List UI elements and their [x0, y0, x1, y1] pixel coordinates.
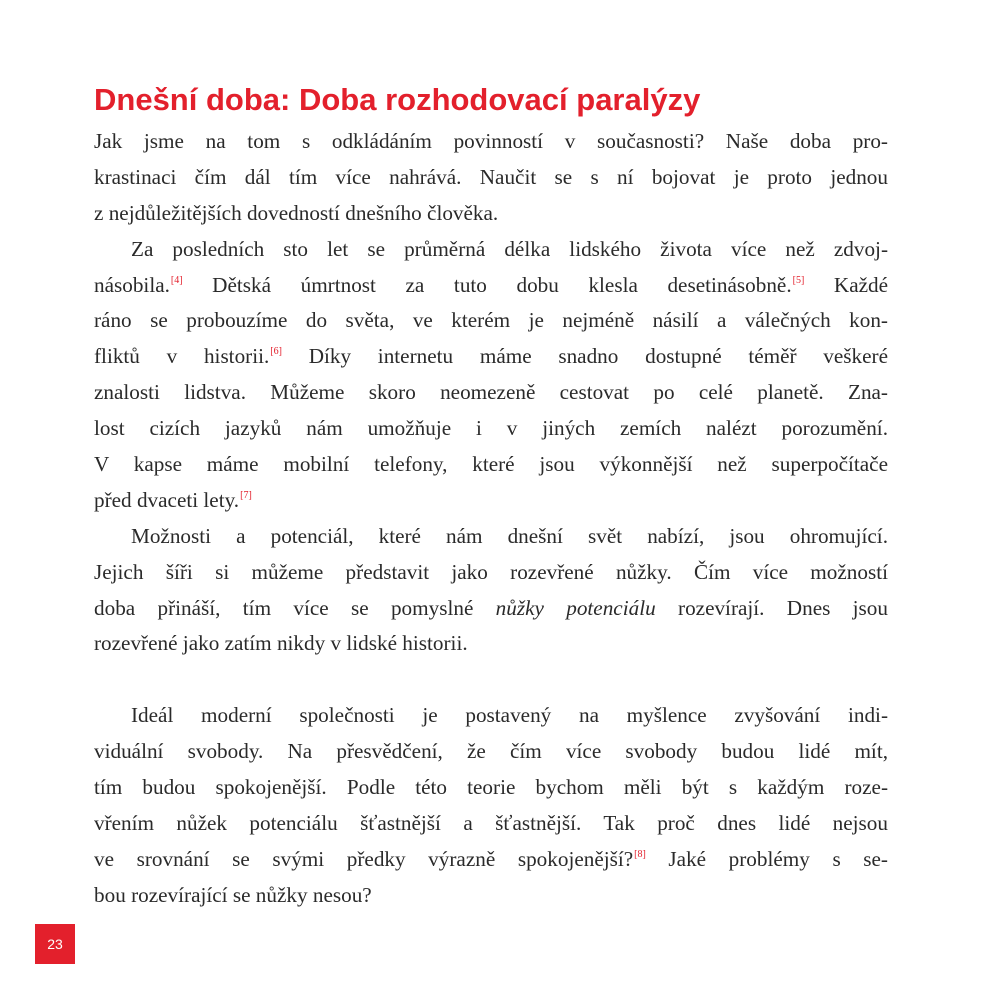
text-run: Možnosti a potenciál, které nám dnešní svět nabízí, jsou ohromující.: [131, 523, 888, 548]
paragraph-3: [94, 519, 888, 663]
text-line: [94, 339, 888, 375]
text-line: [94, 268, 888, 304]
text-line: [94, 160, 888, 196]
paragraph-2: [94, 232, 888, 519]
body-text: [94, 124, 888, 914]
text-line: [94, 124, 888, 160]
text-line: [94, 375, 888, 411]
text-line: [94, 483, 888, 519]
text-run: znalosti lidstva. Můžeme skoro neomezeně cestovat po celé planetě. Zna-: [94, 380, 888, 405]
text-run: rozevírají. Dnes jsou: [655, 595, 888, 620]
text-line: [94, 842, 888, 878]
text-run: lost cizích jazyků nám umožňuje i v jiných zemích nalézt porozumění.: [94, 416, 888, 441]
footnote-ref-5[interactable]: [5]: [792, 274, 805, 286]
text-run: krastinaci čím dál tím více nahrává. Naučit se s ní bojovat je proto jednou: [94, 164, 888, 189]
text-line: [94, 626, 888, 662]
page-number-badge: 23: [35, 924, 75, 964]
text-run: Jak jsme na tom s odkládáním povinností v současnosti? Naše doba pro-: [94, 129, 888, 153]
footnote-ref-7[interactable]: [7]: [240, 489, 252, 501]
text-run: Ideál moderní společnosti je postavený na myšlence zvyšování indi-: [131, 703, 888, 728]
text-line: [94, 806, 888, 842]
text-line: [94, 698, 888, 734]
text-run: ve srovnání se svými předky výrazně spokojenější?: [94, 846, 634, 871]
text-line: [94, 770, 888, 806]
text-line: [94, 878, 888, 914]
paragraph-4: [94, 698, 888, 913]
text-run: fliktů v historii.: [94, 344, 270, 369]
text-run: Každé: [804, 272, 888, 297]
text-run: viduální svobody. Na přesvědčení, že čím více svobody budou lidé mít,: [94, 739, 888, 764]
paragraph-1: [94, 124, 888, 232]
text-run: Dětská úmrtnost za tuto dobu klesla desetinásobně.: [182, 272, 792, 297]
text-run: ráno se probouzíme do světa, ve kterém je nejméně násilí a válečných kon-: [94, 308, 888, 333]
text-line: [94, 303, 888, 339]
text-run: Díky internetu máme snadno dostupné téměř veškeré: [281, 344, 888, 369]
text-line: [94, 591, 888, 627]
text-run: rozevřené jako zatím nikdy v lidské historii.: [94, 631, 468, 656]
footnote-ref-4[interactable]: [4]: [170, 274, 183, 286]
footnote-ref-8[interactable]: [8]: [634, 848, 646, 860]
footnote-ref-6[interactable]: [6]: [270, 346, 282, 358]
text-run: Jejich šíři si můžeme představit jako rozevřené nůžky. Čím více možností: [94, 559, 888, 584]
text-line: [94, 519, 888, 555]
text-run: vřením nůžek potenciálu šťastnější a šťastnější. Tak proč dnes lidé nejsou: [94, 811, 888, 836]
text-run: před dvaceti lety.: [94, 487, 240, 512]
text-line: [94, 734, 888, 770]
text-line: [94, 447, 888, 483]
text-line: [94, 411, 888, 447]
chapter-heading: Dnešní doba: Doba rozhodovací paralýzy: [94, 82, 701, 117]
text-run: násobila.: [94, 272, 170, 297]
text-run: V kapse máme mobilní telefony, které jsou výkonnější než superpočítače: [94, 452, 888, 477]
text-run: z nejdůležitějších dovedností dnešního člověka.: [94, 200, 499, 225]
section-gap: [94, 662, 888, 698]
text-run: tím budou spokojenější. Podle této teorie bychom měli být s každým roze-: [94, 775, 888, 800]
text-line: [94, 196, 888, 232]
text-run: Za posledních sto let se průměrná délka lidského života více než zdvoj-: [131, 236, 888, 261]
text-line: [94, 555, 888, 591]
emphasis-text: nůžky potenciálu: [495, 595, 656, 620]
text-run: bou rozevírající se nůžky nesou?: [94, 882, 372, 907]
text-run: Jaké problémy s se-: [645, 846, 888, 871]
text-line: [94, 232, 888, 268]
text-run: doba přináší, tím více se pomyslné: [94, 595, 496, 620]
